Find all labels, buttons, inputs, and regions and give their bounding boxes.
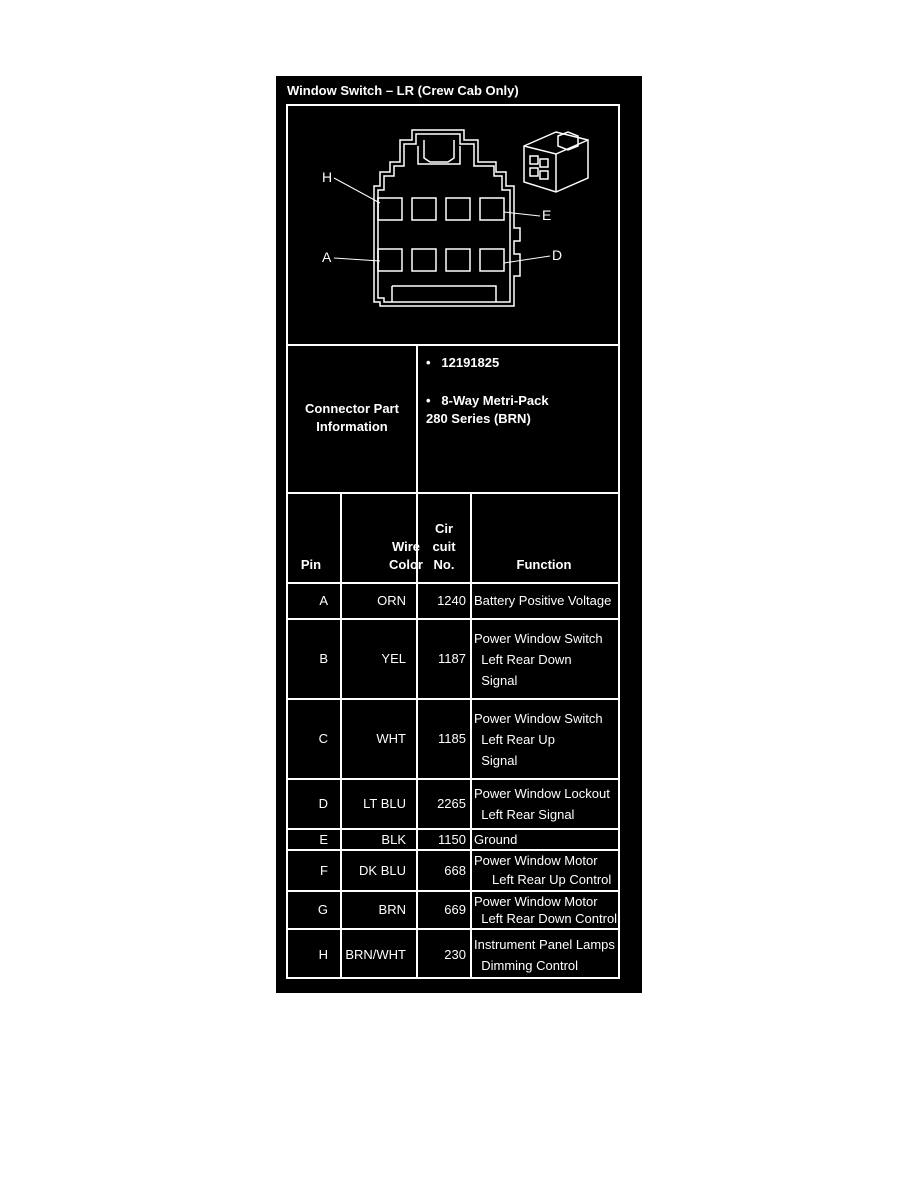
- row-color: BRN/WHT: [345, 946, 406, 962]
- function-line: Power Window Switch: [474, 630, 603, 646]
- function-line: Left Rear Up Control: [474, 871, 612, 887]
- row-function: [474, 783, 618, 825]
- row-pin: C: [318, 731, 328, 746]
- connector-sheet: [276, 76, 642, 993]
- row-color: DK BLU: [359, 862, 406, 878]
- sheet-title: Window Switch – LR (Crew Cab Only): [287, 83, 519, 98]
- row-pin: A: [319, 593, 328, 608]
- row-function: [474, 830, 618, 849]
- row-circuit: 1150: [438, 831, 466, 847]
- connector-diagram: [288, 106, 618, 346]
- function-line: Signal: [474, 672, 518, 688]
- connector-info-values: • 12191825 • 8-Way Metri-Pack 280 Series (BRN): [426, 355, 549, 426]
- function-line: Instrument Panel Lamps: [474, 936, 615, 952]
- row-pin: B: [319, 651, 328, 666]
- row-function: [474, 893, 618, 927]
- row-color: WHT: [376, 731, 406, 746]
- function-line: Dimming Control: [474, 957, 579, 973]
- row-function: [474, 628, 618, 691]
- row-circuit: 669: [444, 902, 466, 917]
- pin-label-d: D: [552, 247, 563, 263]
- row-pin: E: [319, 831, 328, 847]
- row-circuit: 668: [444, 862, 466, 878]
- row-circuit: 2265: [437, 796, 466, 811]
- row-circuit: 1240: [437, 593, 466, 608]
- header-pin: Pin: [300, 557, 322, 572]
- row-circuit: 1187: [438, 651, 466, 666]
- function-line: Left Rear Up: [474, 731, 555, 747]
- connector-outline: [374, 130, 520, 306]
- function-line: Left Rear Down: [474, 651, 572, 667]
- header-wire-color: Wire Color: [389, 539, 423, 572]
- pin-label-h: H: [322, 169, 333, 185]
- part-number-bullet: • 12191825: [426, 355, 500, 370]
- function-line: Power Window Lockout: [474, 786, 610, 801]
- function-line: Signal: [474, 752, 518, 768]
- header-function: Function: [516, 557, 572, 572]
- function-line: Power Window Switch: [474, 710, 603, 726]
- row-pin: H: [318, 946, 328, 962]
- series-bullet: • 8-Way Metri-Pack: [426, 393, 549, 408]
- row-color: BRN: [378, 902, 406, 917]
- connector-table: [286, 104, 620, 979]
- row-pin: F: [320, 862, 328, 878]
- row-pin: G: [317, 902, 328, 917]
- function-line: Power Window Motor: [474, 894, 598, 909]
- row-color: BLK: [381, 831, 406, 847]
- row-circuit: 1185: [438, 731, 466, 746]
- function-line: Ground: [474, 832, 518, 847]
- connector-info-label: Connector Part Information: [305, 401, 399, 434]
- row-circuit: 230: [444, 946, 466, 962]
- row-color: YEL: [381, 651, 406, 666]
- function-line: Battery Positive Voltage: [474, 593, 612, 608]
- row-function: [474, 934, 618, 976]
- row-color: LT BLU: [363, 796, 406, 811]
- pin-label-e: E: [542, 207, 552, 223]
- function-line: Power Window Motor: [474, 853, 598, 868]
- row-function: [474, 708, 618, 771]
- row-color: ORN: [377, 593, 406, 608]
- header-circuit: Cir cuit No.: [432, 521, 456, 572]
- row-function: [474, 852, 618, 889]
- function-line: Left Rear Down Control: [474, 911, 618, 926]
- function-line: Left Rear Signal: [474, 807, 575, 822]
- row-pin: D: [318, 796, 328, 811]
- row-function: [474, 584, 618, 618]
- pin-label-a: A: [322, 249, 332, 265]
